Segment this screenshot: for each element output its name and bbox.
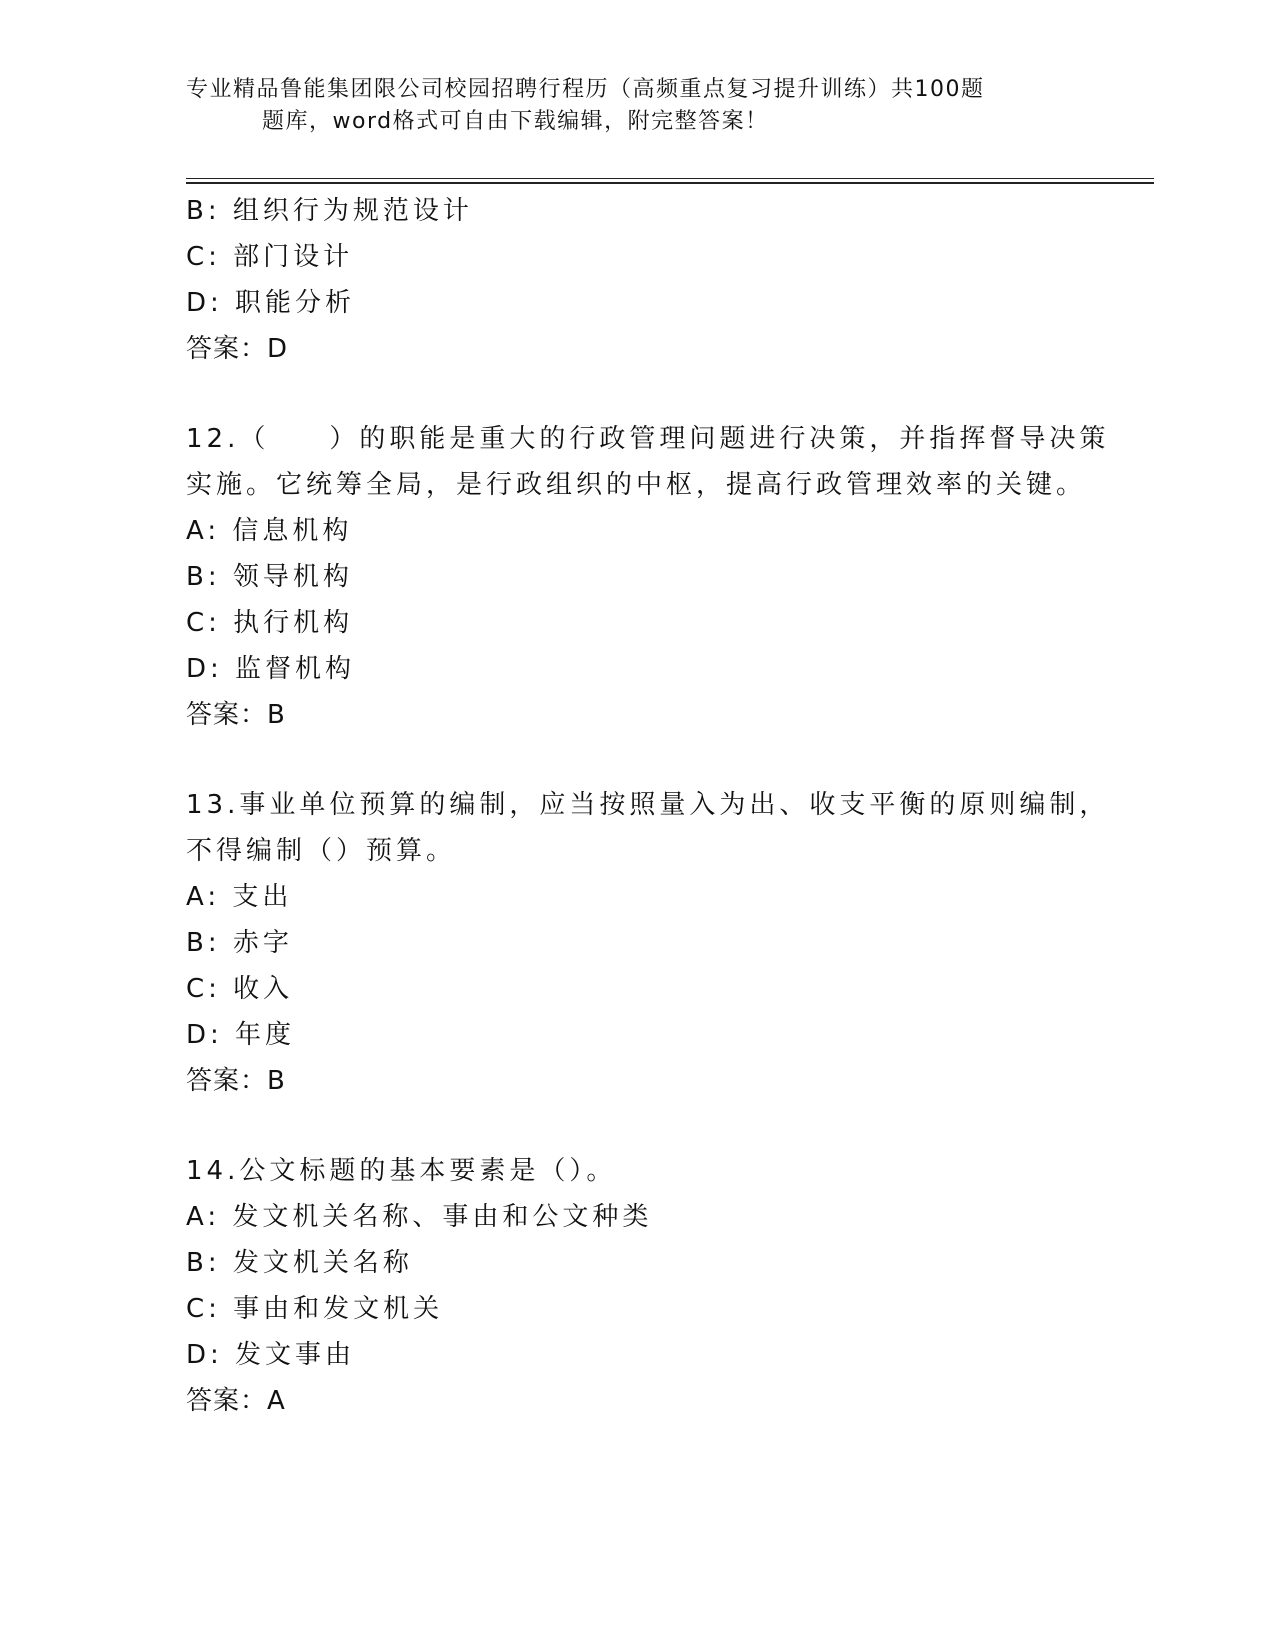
option-a: A: 信息机构 — [186, 516, 353, 546]
page-header — [186, 74, 1086, 138]
question-11-continued — [186, 188, 1116, 372]
question-12 — [186, 416, 1116, 738]
document-body — [186, 188, 1116, 1424]
header-rule-thin — [186, 178, 1154, 179]
option-b: B: 赤字 — [186, 928, 293, 958]
answer-line: 答案：A — [186, 1386, 286, 1416]
option-c: C: 部门设计 — [186, 242, 354, 272]
header-line-1: 专业精品鲁能集团限公司校园招聘行程历（高频重点复习提升训练）共100题 — [186, 77, 985, 102]
question-stem-line: 不得编制（）预算。 — [186, 836, 457, 866]
option-d: D: 发文事由 — [186, 1340, 356, 1370]
option-d: D: 监督机构 — [186, 654, 356, 684]
option-a: A: 发文机关名称、事由和公文种类 — [186, 1202, 653, 1232]
question-stem-line: 12.（ ）的职能是重大的行政管理问题进行决策，并指挥督导决策 — [186, 424, 1110, 454]
answer-line: 答案：D — [186, 334, 289, 364]
answer-line: 答案：B — [186, 1066, 286, 1096]
option-c: C: 执行机构 — [186, 608, 354, 638]
option-a: A: 支出 — [186, 882, 293, 912]
question-13 — [186, 782, 1116, 1104]
option-d: D: 职能分析 — [186, 288, 356, 318]
question-stem-line: 实施。它统筹全局，是行政组织的中枢，提高行政管理效率的关键。 — [186, 470, 1087, 500]
question-14 — [186, 1148, 1116, 1424]
option-b: B: 领导机构 — [186, 562, 353, 592]
option-c: C: 收入 — [186, 974, 294, 1004]
question-stem-line: 13.事业单位预算的编制，应当按照量入为出、收支平衡的原则编制， — [186, 790, 1110, 820]
header-rule-thick — [186, 182, 1154, 184]
question-stem-line: 14.公文标题的基本要素是（）。 — [186, 1156, 617, 1186]
option-c: C: 事由和发文机关 — [186, 1294, 444, 1324]
answer-line: 答案：B — [186, 700, 286, 730]
header-line-2: 题库，word格式可自由下载编辑，附完整答案！ — [262, 109, 769, 134]
option-d: D: 年度 — [186, 1020, 296, 1050]
option-b: B: 发文机关名称 — [186, 1248, 413, 1278]
option-b: B: 组织行为规范设计 — [186, 196, 473, 226]
